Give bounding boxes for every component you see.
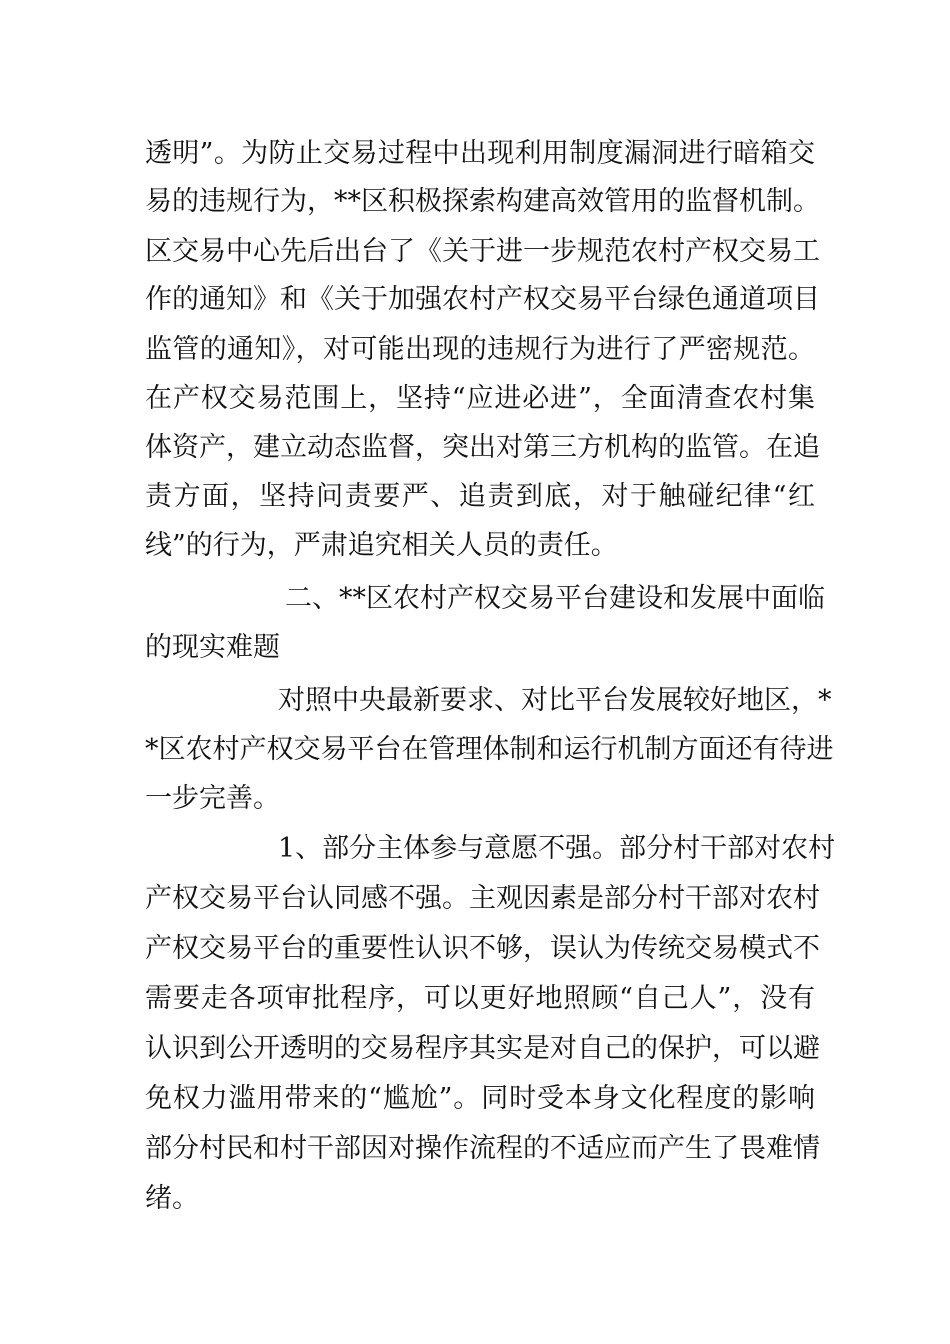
body-text-line: 需要走各项审批程序，可以更好地照顾“自己人”，没有 — [145, 983, 815, 1014]
section-heading-continuation: 的现实难题 — [145, 632, 280, 663]
body-text-line: 易的违规行为，**区积极探索构建高效管用的监督机制。 — [145, 186, 820, 217]
body-text-line: 责方面，坚持问责要严、追责到底，对于触碰纪律“红 — [145, 481, 815, 512]
section-heading: 二、**区农村产权交易平台建设和发展中面临 — [285, 583, 825, 614]
body-text-line: 认识到公开透明的交易程序其实是对自己的保护，可以避 — [145, 1033, 820, 1064]
body-text-line: 作的通知》和《关于加强农村产权交易平台绿色通道项目 — [145, 284, 820, 315]
body-text-line: 免权力滥用带来的“尴尬”。同时受本身文化程度的影响 — [145, 1083, 815, 1114]
body-text-line: 产权交易平台认同感不强。主观因素是部分村干部对农村 — [145, 883, 820, 914]
body-text-line: 绪。 — [145, 1183, 199, 1214]
body-text-line: *区农村产权交易平台在管理体制和运行机制方面还有待进 — [145, 734, 834, 765]
body-text-line: 一步完善。 — [145, 783, 280, 814]
paragraph-first-line: 对照中央最新要求、对比平台发展较好地区，* — [278, 685, 832, 716]
body-text-line: 体资产，建立动态监督，突出对第三方机构的监管。在追 — [145, 432, 820, 463]
list-item-heading: 1、部分主体参与意愿不强。部分村干部对农村 — [278, 833, 836, 864]
body-text-line: 线”的行为，严肃追究相关人员的责任。 — [145, 530, 618, 561]
body-text-line: 部分村民和村干部因对操作流程的不适应而产生了畏难情 — [145, 1133, 820, 1164]
body-text-line: 在产权交易范围上，坚持“应进必进”，全面清查农村集 — [145, 383, 815, 414]
body-text-line: 监管的通知》，对可能出现的违规行为进行了严密规范。 — [145, 334, 815, 365]
body-text-line: 区交易中心先后出台了《关于进一步规范农村产权交易工 — [145, 236, 820, 267]
body-text-line: 透明”。为防止交易过程中出现利用制度漏洞进行暗箱交 — [145, 138, 815, 169]
body-text-line: 产权交易平台的重要性认识不够，误认为传统交易模式不 — [145, 933, 820, 964]
